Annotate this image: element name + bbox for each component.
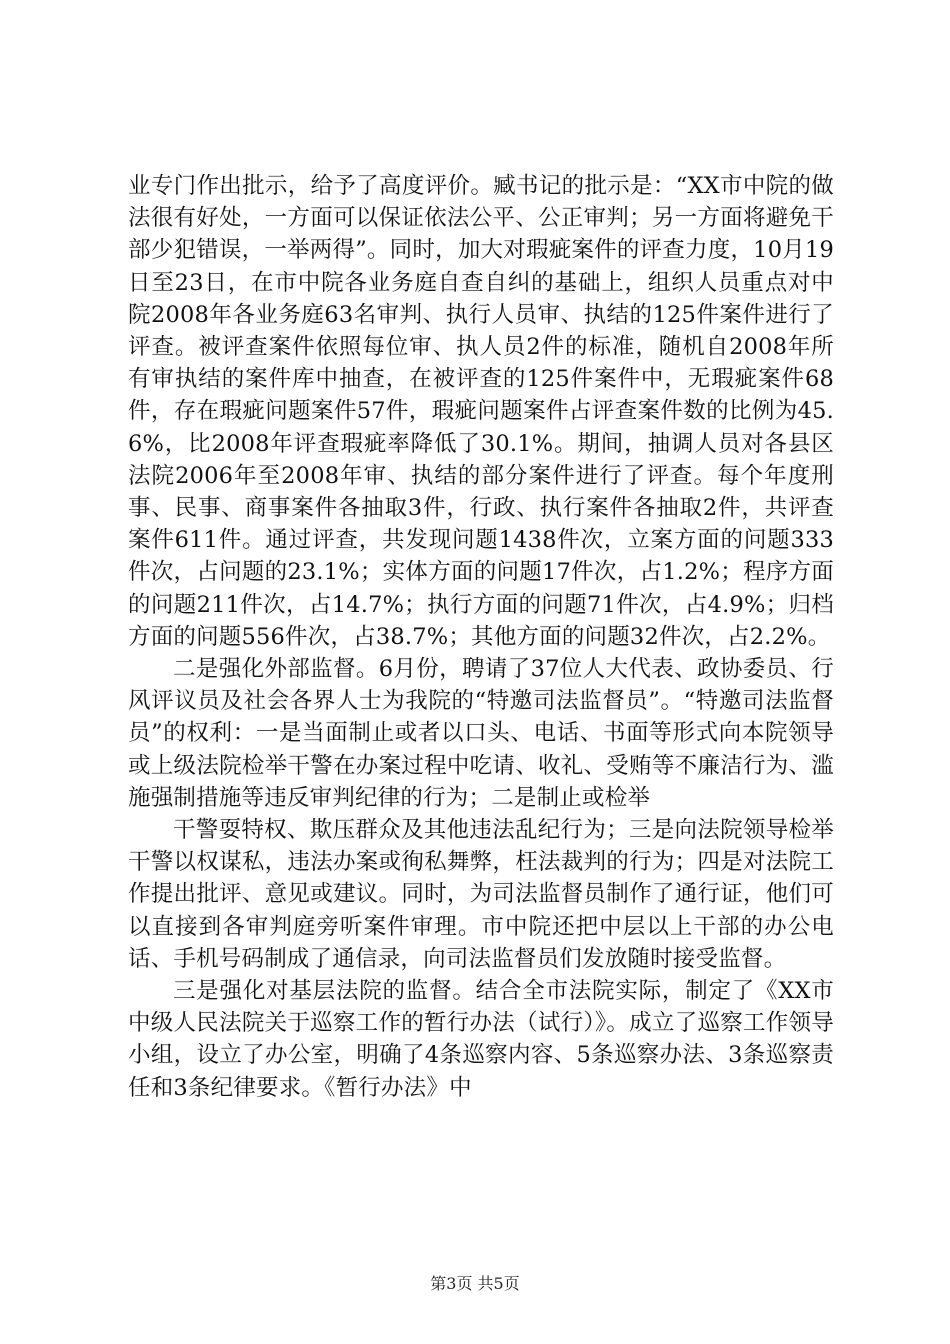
page-number-footer: 第3页 共5页 xyxy=(430,1274,520,1293)
paragraph-1: 业专门作出批示，给予了高度评价。臧书记的批示是：“XX市中院的做法很有好处，一方面可以保证依法公平、公正审判；另一方面将避免干部少犯错误，一举两得”。同时，加大对瑕疵案件的评查力度，10月19日至23日，在市中院各业务庭自查自纠的基础上，组织人员重点对中院2008年各业务庭63名审判、执行人员审、执结的125件案件进行了评查。被评查案件依照每位审、执人员2件的标准，随机自2008年所有审执结的案件库中抽查，在被评查的125件案件中，无瑕疵案件68件，存在瑕疵问题案件57件，瑕疵问题案件占评查案件数的比例为45.6%，比2008年评查瑕疵率降低了30.1%。期间，抽调人员对各县区法院2006年至2008年审、执结的部分案件进行了评查。每个年度刑事、民事、商事案件各抽取3件，行政、执行案件各抽取2件，共评查案件611件。通过评查，共发现问题1438件次，立案方面的问题333件次，占问题的23.1%；实体方面的问题17件次，占1.2%；程序方面的问题211件次，占14.7%；执行方面的问题71件次，占4.9%；归档方面的问题556件次，占38.7%；其他方面的问题32件次，占2.2%。 xyxy=(128,173,834,650)
document-body xyxy=(128,170,834,1104)
paragraph-4: 三是强化对基层法院的监督。结合全市法院实际，制定了《XX市中级人民法院关于巡察工作的暂行办法（试行）》。成立了巡察工作领导小组，设立了办公室，明确了4条巡察内容、5条巡察办法、3条巡察责任和3条纪律要求。《暂行办法》中 xyxy=(128,978,834,1101)
paragraph-2: 二是强化外部监督。6月份，聘请了37位人大代表、政协委员、行风评议员及社会各界人士为我院的“特邀司法监督员”。“特邀司法监督员”的权利：一是当面制止或者以口头、电话、书面等形式向本院领导或上级法院检举干警在办案过程中吃请、收礼、受贿等不廉洁行为、滥施强制措施等违反审判纪律的行为；二是制止或检举 xyxy=(128,656,834,811)
paragraph-3: 干警耍特权、欺压群众及其他违法乱纪行为；三是向法院领导检举干警以权谋私，违法办案或徇私舞弊，枉法裁判的行为；四是对法院工作提出批评、意见或建议。同时，为司法监督员制作了通行证，他们可以直接到各审判庭旁听案件审理。市中院还把中层以上干部的办公电话、手机号码制成了通信录，向司法监督员们发放随时接受监督。 xyxy=(128,817,834,972)
